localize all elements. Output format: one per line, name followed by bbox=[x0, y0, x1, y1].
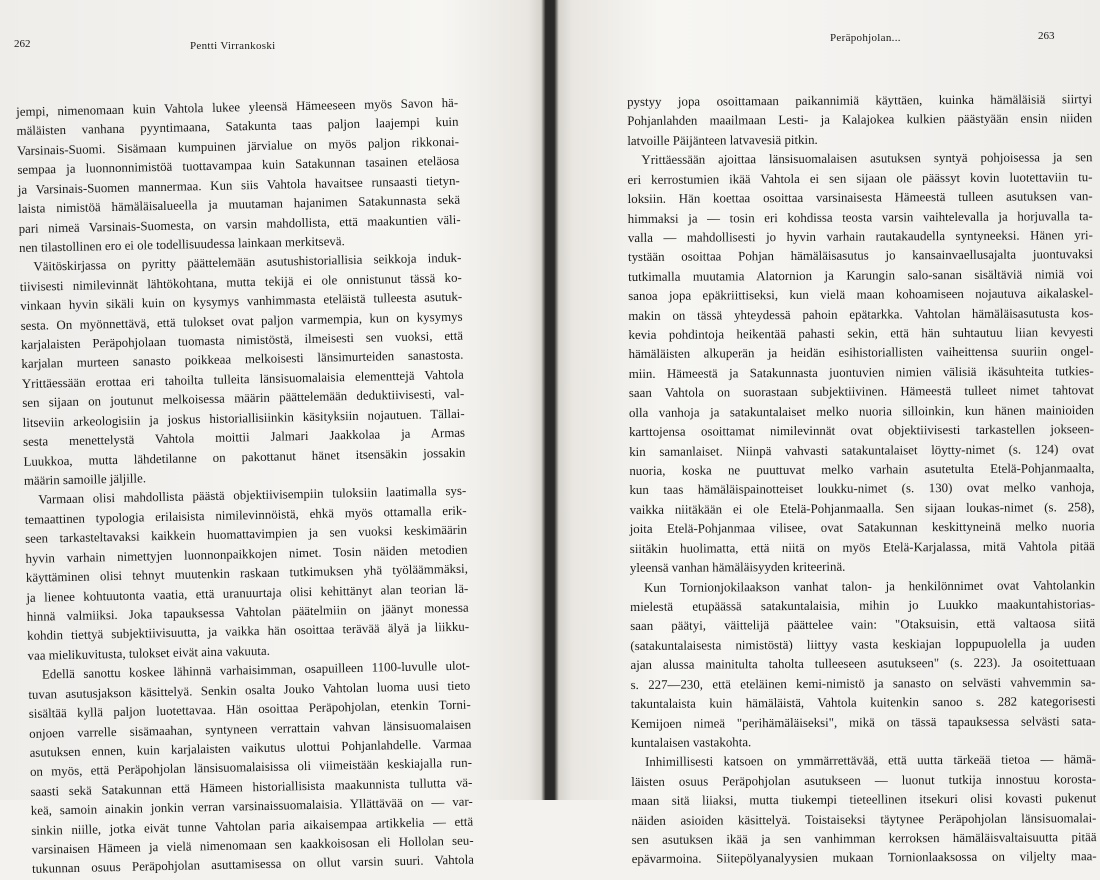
body-text bbox=[16, 94, 474, 880]
text-line: karjalaisten Peräpohjolaan tuomasta nimistöstä, ilmeisesti sen vuoksi, että bbox=[20, 328, 464, 353]
text-line: nuoria, koska ne puuttuvat melko varhain asutetulta Etelä-Pohjanmaalta, bbox=[629, 461, 1095, 479]
text-line: makin on tässä yhteydessä pahoin epätarkka. Vahtolan hämäläisasutusta kos- bbox=[628, 305, 1094, 323]
text-line: sesta menettelystä Vahtola moittii Jalmari Jaakkolaa ja Armas bbox=[22, 425, 466, 450]
text-line: määrin samoille jäljille. bbox=[23, 471, 147, 488]
text-line: kun taas hämäläispainotteiset loukku-nimet (s. 130) ovat melko vanhoja, bbox=[629, 480, 1095, 498]
text-line: vaikka niitäkään ei ole Etelä-Pohjanmaalla. Sen sijaan loukas-nimet (s. 258), bbox=[629, 500, 1095, 517]
text-line: mäläisten vanhana pyyntimaana, Satakunta taas paljon laajempi kuin bbox=[16, 115, 459, 139]
text-line: tuvan asutusjakson käsittelyä. Senkin osalta Jouko Vahtolan luoma uusi tieto bbox=[28, 678, 471, 702]
text-line: mielestä etupäässä satakuntalaisia, mihin jo Luukko maakuntahistorias- bbox=[630, 597, 1096, 614]
text-line: Edellä sanottu koskee lähinnä varhaisimman, osapuilleen 1100-luvulle ulot- bbox=[41, 658, 471, 682]
text-line: joita Etelä-Pohjanmaa vilisee, ovat Satakunnan keskittyneinä melko nuoria bbox=[629, 519, 1095, 537]
text-line: keä, samoin ainakin jonkin verran varsinaissuomalaisia. Yllättävää on — var- bbox=[30, 794, 473, 819]
text-line: kuntalaisen vastakohta. bbox=[630, 735, 752, 750]
text-line: karttojensa osoittamat nimilevinnät ovat objektiivisesti tarkastellen jokseen- bbox=[629, 422, 1095, 440]
running-head: Pentti Virrankoski bbox=[190, 40, 276, 52]
text-line: sisältää kyllä paljon luotettavaa. Hän osoittaa Peräpohjolan, etenkin Torni- bbox=[28, 697, 471, 721]
text-line: on myös, että Peräpohjolan länsisuomalaisissa oli viimeistään keskiajalla run- bbox=[29, 755, 473, 780]
text-line: sempaa ja luonnonnimistöä tuottavampaa kuin Satakunnan tasainen eteläosa bbox=[17, 153, 460, 178]
text-line: sanoa jopa epäkriittiseksi, kun vielä maan kohoamiseen nojautuva aikalaskel- bbox=[628, 286, 1094, 304]
text-line: temaattinen typologia erilaisista nimilevinnöistä, ehkä myös ottamalla erik- bbox=[24, 503, 467, 527]
text-line: asutuksen ennen, kuin karjalaisten vaikutus ulottui Pohjanlahdelle. Varmaa bbox=[29, 736, 472, 760]
text-line: tutkimalla muutamia Alatornion ja Karungin salo-sanan sisältäviä nimiä voi bbox=[628, 266, 1094, 284]
text-line: ja Varsinais-Suomen mannermaa. Kun siis Vahtola havaitsee runsaasti tietyn- bbox=[17, 173, 460, 197]
text-line: käyttäminen olisi tehnyt muutenkin raskaan tutkimuksen yhä työläämmäksi, bbox=[25, 561, 468, 586]
right-page bbox=[555, 0, 1100, 867]
text-line: valla — mahdollisesti jo hyvin varhain rautakaudella syntyneeksi. Hänen yri- bbox=[627, 228, 1093, 245]
text-line: s. 227—230, että eteläinen kemi-nimistö ja sanasto on selvästi vahvemmin sa- bbox=[630, 674, 1096, 692]
text-line: yleensä vanhan hämäläisyyden kriteerinä. bbox=[629, 559, 846, 576]
text-line: Pohjanlahden maailmaan Lesti- ja Kalajokea kulkien päästyään ensin niiden bbox=[627, 111, 1093, 129]
text-line: maan sitä liiaksi, mutta tiukempi tieteellinen itsekuri olisi kovasti pukenut bbox=[631, 791, 1097, 809]
text-line: sinkin niille, jotka eivät tunne Vahtolan paria aikaisempaa artikkelia — että bbox=[31, 814, 474, 838]
body-text bbox=[627, 90, 1097, 870]
text-line: pari nimeä Varsinais-Suomesta, on varsin mahdollista, että maakuntien väli- bbox=[18, 212, 461, 236]
text-line: varsinaisen Hämeen ja vielä nimenomaan sen kaakkoisosan eli Hollolan seu- bbox=[31, 833, 474, 857]
text-line: ja lienee kohtuutonta vaatia, että uranuurtaja olisi kehittänyt alan teorian lä- bbox=[26, 581, 469, 605]
text-line: kin samanlaiset. Niinpä vahvasti satakuntalaiset löytty-nimet (s. 124) ovat bbox=[629, 441, 1095, 459]
text-line: litseviin arkeologisiin ja joskus historiallisiinkin käsityksiin nojautuen. Tällai- bbox=[22, 406, 465, 430]
left-page bbox=[0, 0, 545, 877]
text-line: sesta. On myönnettävä, että tulokset ovat paljon varmempia, kun on kysymys bbox=[20, 309, 463, 333]
text-line: laista nimistöä hämäläisalueella ja muutaman hajanimen Satakunnasta sekä bbox=[18, 192, 461, 217]
text-line: kevia pohdintoja heikentää pahasti sekin, että hän suhtautuu liian kevyesti bbox=[628, 325, 1094, 343]
text-line: kohdin tiettyä subjektiivisuutta, ja vaikka hän osoittaa terävää älyä ja liikku- bbox=[27, 620, 470, 644]
text-line: karjalan murteen sanasto poikkeaa melkoisesti länsimurteiden sanastosta. bbox=[21, 348, 464, 372]
text-line: vinkaan hyvin sikäli kuin on kysymys vanhimmasta eteläistä tulleesta asutuk- bbox=[20, 289, 463, 314]
text-line: tystään osoittaa Pohjan hämäläisasutus jo kansainvaellusajalta juontuvaksi bbox=[627, 247, 1094, 265]
text-line: nen tilastollinen ero ei ole todellisuudessa lainkaan merkitsevä. bbox=[18, 234, 345, 255]
text-line: hinnä valmiiksi. Joka tapauksessa Vahtolan päätelmiin on jäänyt monessa bbox=[26, 600, 469, 624]
text-line: ajan alussa mainitulta taholta tulleeseen asutukseen" (s. 223). Ja osoitettuaan bbox=[630, 655, 1096, 673]
text-line: miin. Hämeestä ja Satakunnasta juontuvien nimien välisiä ikäsuhteita tutkies- bbox=[628, 364, 1094, 381]
text-line: takuntalaista kuin hämäläistä, Vahtola kuitenkin sanoo s. 282 kategorisesti bbox=[630, 694, 1096, 712]
text-line: Kemijoen nimeä "perihämäläiseksi", mikä on tässä tapauksessa selvästi sata- bbox=[630, 713, 1096, 731]
text-line: saasti sekä Satakunnan että Hämeen historiallisista maakunnista tullutta vä- bbox=[30, 775, 473, 799]
text-line: läisten osuus Peräpohjolan asutukseen — luonut tutkija innostuu korosta- bbox=[631, 771, 1097, 789]
running-head: Peräpohjolan... bbox=[830, 32, 901, 44]
text-line: Inhimillisesti katsoen on ymmärrettävää, että uutta tärkeää tietoa — hämä- bbox=[645, 752, 1097, 770]
text-line: tukunnan osuus Peräpohjolan asuttamisessa on ollut varsin suuri. Vahtola bbox=[31, 853, 475, 877]
text-line: vaa mielikuvitusta, tulokset eivät aina vakuuta. bbox=[27, 643, 271, 663]
text-line: loksiin. Hän koettaa osoittaa varsinaisesta Hämeestä tulleen asutuksen van- bbox=[627, 189, 1093, 207]
text-line: onjoen varrelle sisämaahan, syntyneen verrattain vahvan länsisuomalaisen bbox=[29, 717, 472, 741]
text-line: tiivisesti nimilevinnät lähtökohtana, mutta tekijä ei ole onnistunut tässä ko- bbox=[19, 270, 462, 294]
text-line: Varsinais-Suomi. Sisämaan kumpuinen järvialue on myös paljon rikkonai- bbox=[16, 134, 460, 158]
text-line: olla vanhoja ja satakuntalaiset melko nuoria silloinkin, kun hänen mainioiden bbox=[628, 402, 1094, 420]
text-line: siitäkin huolimatta, että niitä on myös Etelä-Karjalassa, mitä Vahtola pitää bbox=[629, 538, 1095, 556]
text-line: Yrittäessään erottaa eri tahoilta tulleita länsisuomalaisia elementtejä Vahtola bbox=[21, 367, 464, 391]
text-line: saan Vahtola on suorastaan subjektiivinen. Hämeestä tulleet nimet tahtovat bbox=[628, 383, 1094, 401]
text-line: Kun Tornionjokilaakson vanhat talon- ja henkilönnimet ovat Vahtolankin bbox=[643, 577, 1096, 595]
text-line: sen sijaan on joutunut melkoisessa määrin päättelemään deduktiivisesti, val- bbox=[22, 387, 465, 411]
text-line: himmaksi ja — tosin eri kohdissa teosta varsin vaihtelevalla ja horjuvalla ta- bbox=[627, 208, 1093, 226]
page-number: 263 bbox=[1038, 30, 1055, 42]
text-line: latvoille Päijänteen latvavesiä pitkin. bbox=[627, 132, 818, 148]
page-number: 262 bbox=[14, 38, 31, 50]
text-line: Varmaan olisi mahdollista päästä objektiivisempiin tuloksiin laatimalla sys- bbox=[38, 484, 467, 508]
text-line: epävarmoina. Siitepölyanalyysien mukaan Tornionlaaksossa on viljelty maa- bbox=[631, 849, 1097, 867]
text-line: näiden asioiden käsittelyä. Toistaiseksi täytynee Peräpohjolan länsisuomalai- bbox=[631, 810, 1097, 828]
text-line: hyvin varhain nimettyjen luonnonpaikkojen nimet. Tosin näiden metodien bbox=[25, 542, 468, 566]
text-line: seen tarkasteltavaksi kaikkein huomattavimpien ja sen vuoksi keskimäärin bbox=[24, 522, 468, 547]
text-line: Luukkoa, mutta lähdetilanne on pakottanut hänet itsensäkin jossakin bbox=[23, 445, 466, 469]
text-line: Yrittäessään ajoittaa länsisuomalaisen asutuksen syntyä pohjoisessa ja sen bbox=[641, 150, 1093, 168]
text-line: eri kerrostumien ikää Vahtola ei sen sijaan ole päässyt kovin luotettaviin tu- bbox=[627, 169, 1093, 187]
text-line: (satakuntalaisesta nimistöstä) liittyy vasta keskiajan loppupuolella ja uuden bbox=[630, 635, 1096, 653]
text-line: pystyy jopa osoittamaan paikannimiä käyttäen, kuinka hämäläisiä siirtyi bbox=[627, 92, 1093, 109]
text-line: jempi, nimenomaan kuin Vahtola lukee yleensä Hämeeseen myös Savon hä- bbox=[16, 95, 459, 119]
text-line: Väitöskirjassa on pyritty päättelemään asutushistoriallisia seikkoja induk- bbox=[33, 251, 462, 275]
text-line: saan päätyi, väittelijä päättelee vain: "Otaksuisin, että valtaosa siitä bbox=[630, 616, 1096, 634]
text-line: sen asutuksen ikää ja sen vanhimman kerroksen hämäläisvaltaisuutta pitää bbox=[631, 830, 1097, 848]
text-line: hämäläisten alkuperän ja heidän esihistoriallisten vaiheittensa suuriin ongel- bbox=[628, 344, 1094, 362]
